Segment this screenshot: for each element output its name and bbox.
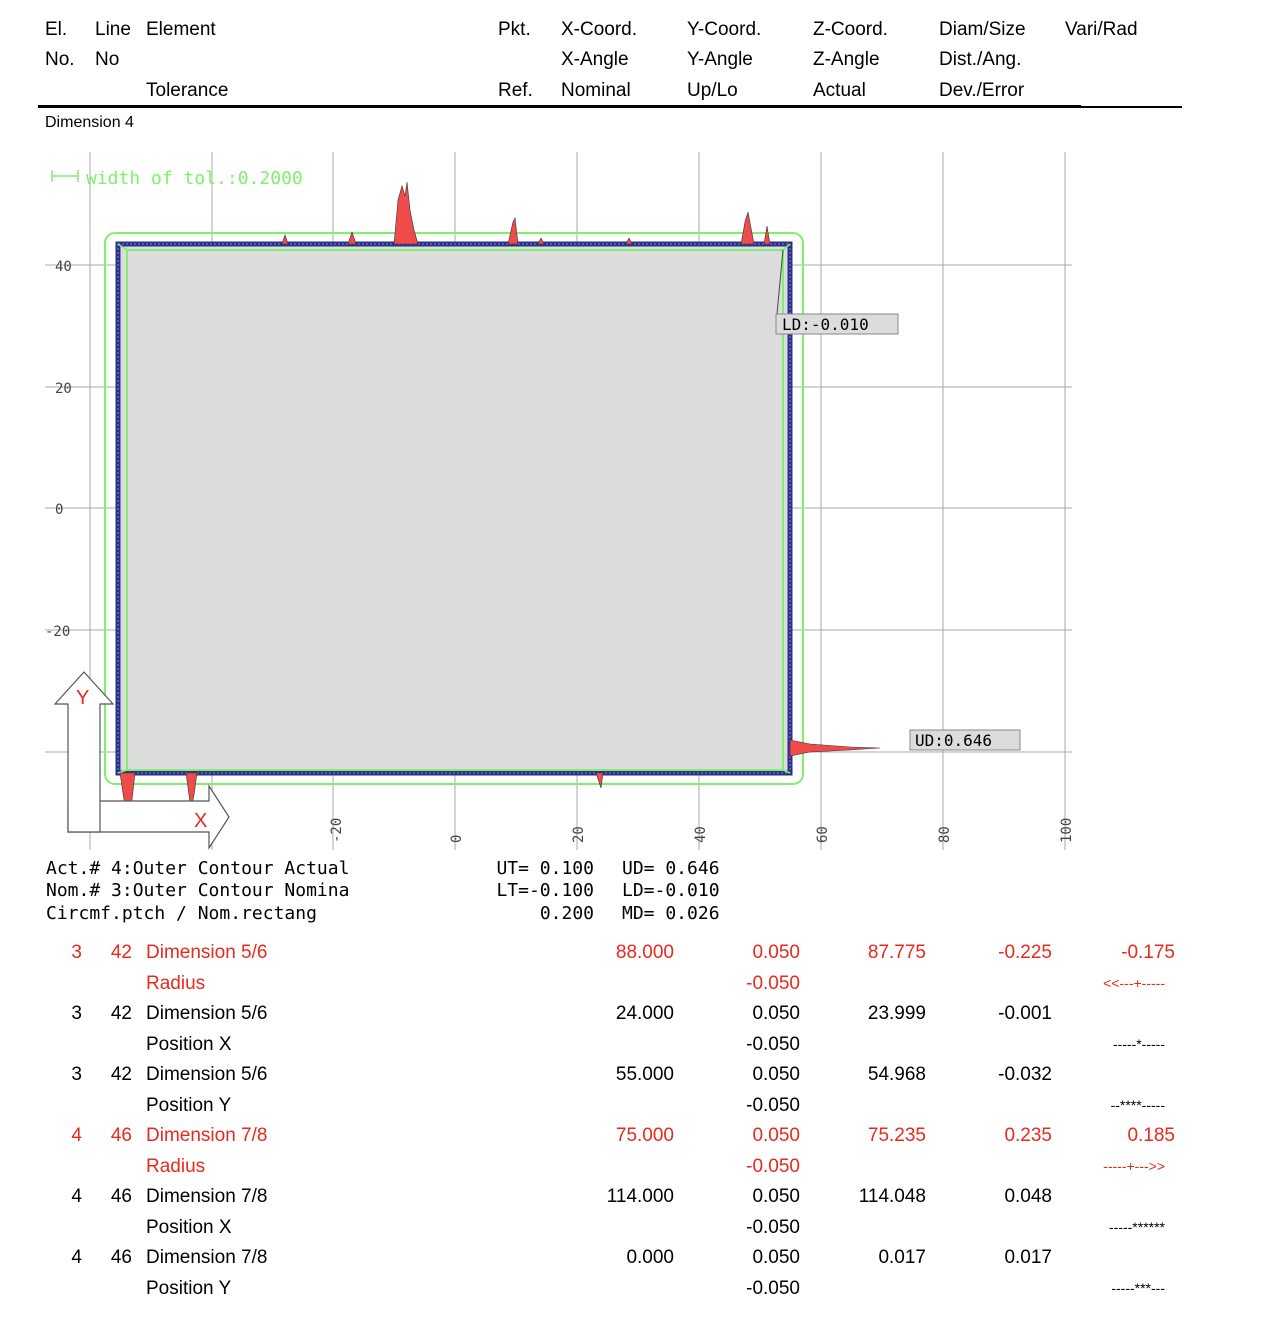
row-error-bar: -----****** xyxy=(1109,1218,1165,1235)
y-tick-minus-20: -20 xyxy=(45,624,71,640)
ld-callout xyxy=(776,250,898,334)
row-element-name: Dimension 5/6 xyxy=(146,942,268,963)
x-tick-minus-20: -20 xyxy=(329,817,345,843)
row-element-sub: Position X xyxy=(146,1216,232,1238)
x-tick-100: 100 xyxy=(1059,817,1075,843)
row-tol-up: 0.050 xyxy=(752,1125,800,1146)
y-tick-20: 20 xyxy=(55,381,72,397)
row-tol-up: 0.050 xyxy=(752,942,800,963)
hdr-vari-rad: Vari/Rad xyxy=(1065,19,1138,40)
hdr-x-angle: X-Angle xyxy=(561,49,629,70)
tolerance-width-indicator xyxy=(52,168,303,189)
row-tol-up: 0.050 xyxy=(752,1186,800,1207)
info-line-actual: Act.# 4:Outer Contour Actual xyxy=(46,858,350,879)
hdr-tolerance: Tolerance xyxy=(146,80,229,101)
row-actual: 54.968 xyxy=(867,1064,926,1085)
y-axis-label: Y xyxy=(76,687,90,709)
row-el-no: 4 xyxy=(71,1247,82,1268)
row-line-no: 42 xyxy=(110,1064,132,1085)
hdr-y-coord: Y-Coord. xyxy=(687,19,762,40)
hdr-el: El. xyxy=(45,19,68,40)
contour-plot xyxy=(0,140,1100,850)
row-deviation: 0.048 xyxy=(1004,1186,1052,1207)
row-tol-lo: -0.050 xyxy=(746,972,800,994)
info-line-method: Circmf.ptch / Nom.rectang xyxy=(46,903,317,924)
row-element-name: Dimension 7/8 xyxy=(146,1247,268,1268)
row-line-no: 42 xyxy=(110,942,132,963)
row-element-sub: Radius xyxy=(146,972,206,994)
row-actual: 75.235 xyxy=(867,1125,926,1146)
hdr-diam-size: Diam/Size xyxy=(939,19,1026,40)
info-lt: LT=-0.100 xyxy=(496,880,594,901)
row-error-bar: <<---+----- xyxy=(1103,974,1165,991)
row-line-no: 46 xyxy=(110,1125,132,1146)
hdr-x-coord: X-Coord. xyxy=(561,19,638,40)
row-nominal: 55.000 xyxy=(615,1064,674,1085)
row-deviation: -0.032 xyxy=(998,1064,1052,1085)
hdr-up-lo: Up/Lo xyxy=(687,80,738,101)
hdr-line-no: No xyxy=(95,49,120,70)
x-tick-0: 0 xyxy=(449,834,465,843)
row-tol-up: 0.050 xyxy=(752,1247,800,1268)
row-nominal: 88.000 xyxy=(615,942,674,963)
ud-label: UD:0.646 xyxy=(915,731,993,750)
actual-contour xyxy=(118,244,790,773)
ld-label: LD:-0.010 xyxy=(782,315,869,334)
info-ud: UD= 0.646 xyxy=(622,858,720,879)
row-nominal: 75.000 xyxy=(615,1125,674,1146)
info-tol: 0.200 xyxy=(539,903,594,924)
row-line-no: 46 xyxy=(110,1247,132,1268)
row-tol-lo: -0.050 xyxy=(746,1155,800,1177)
header-rule xyxy=(38,105,1081,108)
row-element-name: Dimension 7/8 xyxy=(146,1186,268,1207)
row-error-bar: --****----- xyxy=(1110,1096,1165,1113)
row-error: -0.175 xyxy=(1121,942,1175,963)
row-tol-lo: -0.050 xyxy=(746,1277,800,1299)
row-nominal: 114.000 xyxy=(606,1186,674,1207)
row-deviation: 0.235 xyxy=(1004,1125,1052,1146)
info-ut: UT= 0.100 xyxy=(496,858,594,879)
info-line-nominal: Nom.# 3:Outer Contour Nomina xyxy=(46,880,350,901)
x-axis-label: X xyxy=(194,810,208,832)
hdr-dist-ang: Dist./Ang. xyxy=(939,49,1022,70)
row-element-sub: Position Y xyxy=(146,1094,232,1116)
row-tol-up: 0.050 xyxy=(752,1064,800,1085)
row-nominal: 0.000 xyxy=(626,1247,674,1268)
row-actual: 87.775 xyxy=(867,942,926,963)
row-error: 0.185 xyxy=(1127,1125,1175,1146)
hdr-y-angle: Y-Angle xyxy=(687,49,753,70)
row-el-no: 4 xyxy=(71,1125,82,1146)
x-tick-60: 60 xyxy=(815,826,831,843)
y-tick-0: 0 xyxy=(55,502,64,518)
row-error-bar: -----+--->> xyxy=(1103,1157,1165,1174)
hdr-nominal: Nominal xyxy=(561,80,631,101)
row-deviation: 0.017 xyxy=(1004,1247,1052,1268)
row-actual: 0.017 xyxy=(878,1247,926,1268)
x-tick-80: 80 xyxy=(937,826,953,843)
row-actual: 114.048 xyxy=(858,1186,926,1207)
row-tol-up: 0.050 xyxy=(752,1003,800,1024)
row-error-bar: -----***--- xyxy=(1111,1279,1165,1296)
row-tol-lo: -0.050 xyxy=(746,1216,800,1238)
hdr-z-coord: Z-Coord. xyxy=(813,19,888,40)
row-element-sub: Position Y xyxy=(146,1277,232,1299)
row-element-sub: Position X xyxy=(146,1033,232,1055)
row-el-no: 4 xyxy=(71,1186,82,1207)
row-deviation: -0.225 xyxy=(998,942,1052,963)
header-rule-right xyxy=(1080,106,1182,108)
tolerance-width-label: width of tol.:0.2000 xyxy=(86,168,303,189)
row-element-name: Dimension 5/6 xyxy=(146,1003,268,1024)
info-ld: LD=-0.010 xyxy=(622,880,720,901)
x-tick-40: 40 xyxy=(693,826,709,843)
row-element-name: Dimension 5/6 xyxy=(146,1064,268,1085)
row-tol-lo: -0.050 xyxy=(746,1094,800,1116)
row-actual: 23.999 xyxy=(867,1003,926,1024)
row-el-no: 3 xyxy=(71,942,82,963)
row-element-sub: Radius xyxy=(146,1155,206,1177)
row-error-bar: -----*----- xyxy=(1112,1035,1165,1052)
hdr-element: Element xyxy=(146,19,216,40)
row-el-no: 3 xyxy=(71,1003,82,1024)
hdr-dev-error: Dev./Error xyxy=(939,80,1025,101)
row-line-no: 42 xyxy=(110,1003,132,1024)
ud-callout xyxy=(910,730,1020,750)
hdr-actual: Actual xyxy=(813,80,866,101)
hdr-no: No. xyxy=(45,49,75,70)
row-deviation: -0.001 xyxy=(998,1003,1052,1024)
section-title: Dimension 4 xyxy=(45,114,134,131)
row-line-no: 46 xyxy=(110,1186,132,1207)
row-nominal: 24.000 xyxy=(615,1003,674,1024)
info-md: MD= 0.026 xyxy=(622,903,720,924)
row-element-name: Dimension 7/8 xyxy=(146,1125,268,1146)
hdr-pkt: Pkt. xyxy=(498,19,531,40)
hdr-ref: Ref. xyxy=(498,80,533,101)
hdr-line: Line xyxy=(95,19,131,40)
x-tick-20: 20 xyxy=(571,826,587,843)
hdr-z-angle: Z-Angle xyxy=(813,49,880,70)
row-tol-lo: -0.050 xyxy=(746,1033,800,1055)
y-tick-40: 40 xyxy=(55,259,72,275)
row-el-no: 3 xyxy=(71,1064,82,1085)
